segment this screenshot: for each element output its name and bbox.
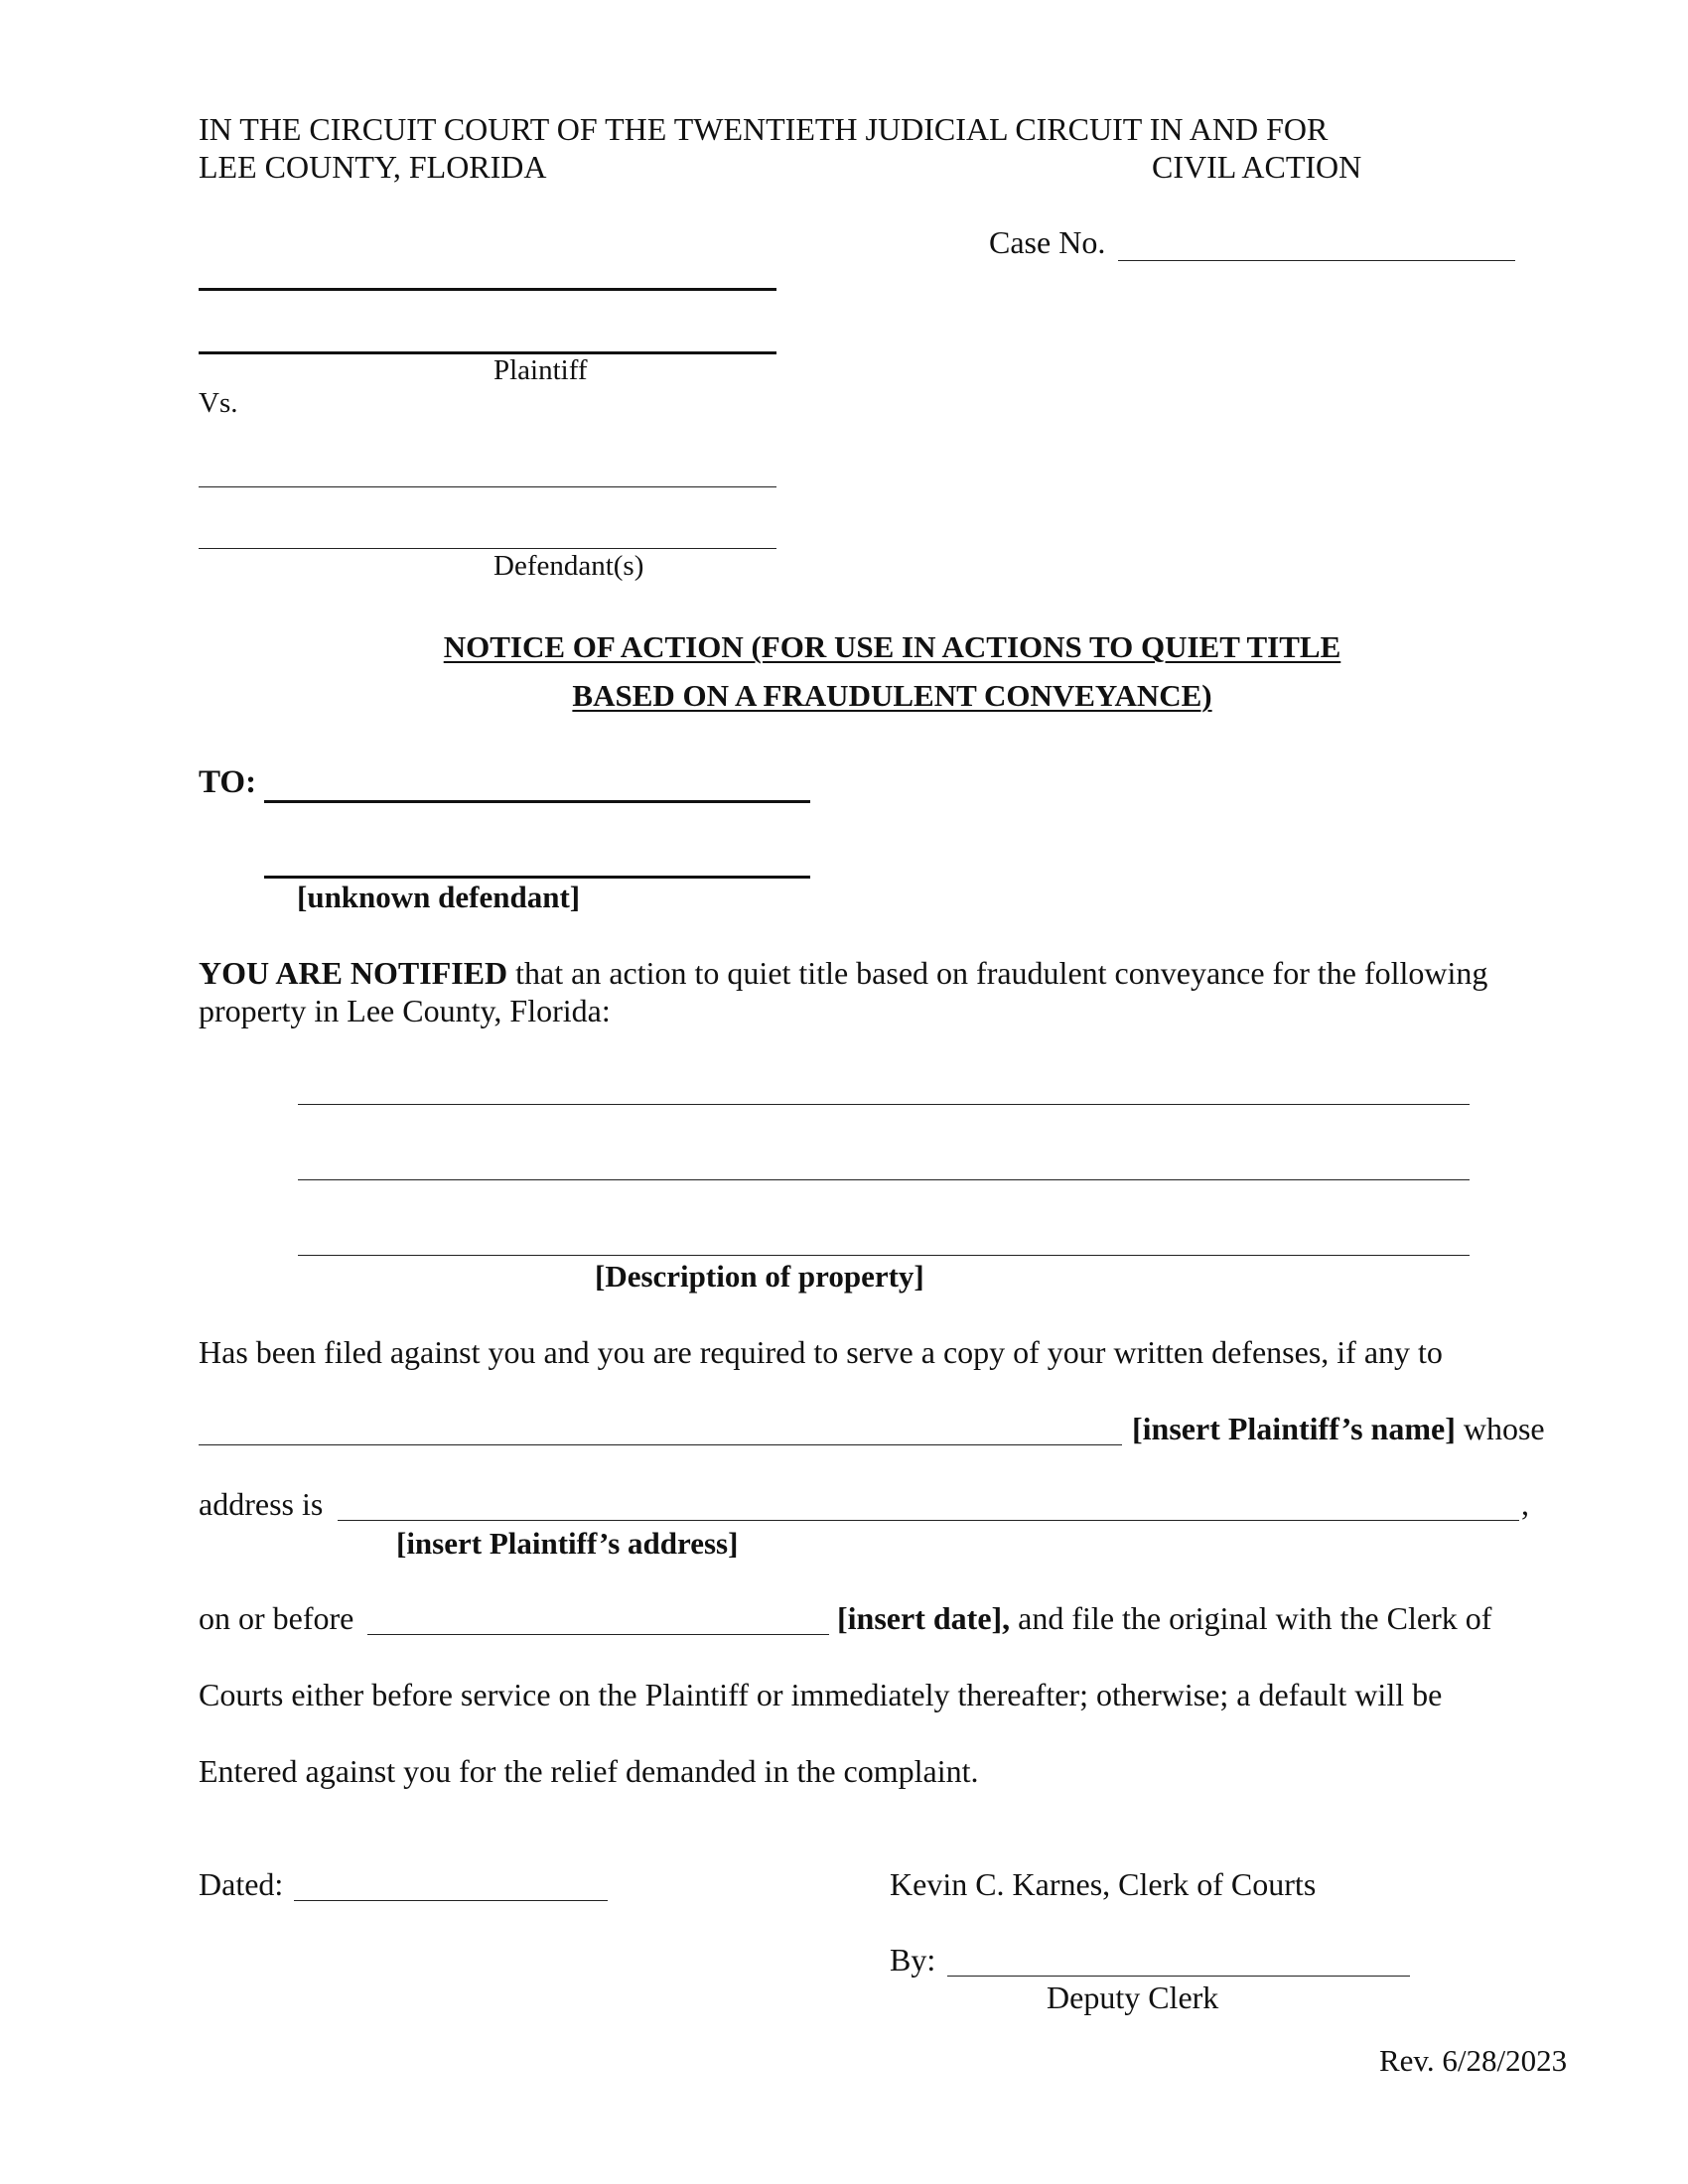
by-label: By: [890,1942,936,1978]
defendant-label: Defendant(s) [493,550,644,582]
deputy-signature-field[interactable] [947,1976,1410,1977]
on-or-before-label: on or before [199,1600,354,1636]
dated-field[interactable] [294,1900,608,1901]
plaintiff-address-label: [insert Plaintiff’s address] [396,1526,739,1561]
property-description-label: [Description of property] [595,1259,924,1294]
action-type: CIVIL ACTION [1152,149,1362,185]
dated-label: Dated: [199,1866,284,1902]
plaintiff-name-line [1132,1411,1545,1447]
plaintiff-address-field[interactable] [338,1520,1519,1521]
address-comma: , [1521,1486,1529,1522]
title-line-2: BASED ON A FRAUDULENT CONVEYANCE) [572,678,1212,713]
title-line-1: NOTICE OF ACTION (FOR USE IN ACTIONS TO QUIET TITLE [443,629,1341,664]
revision-date: Rev. 6/28/2023 [1379,2043,1568,2078]
defendant-line-2[interactable] [199,548,776,549]
case-no-label: Case No. [989,224,1106,260]
plaintiff-name-field[interactable] [199,1444,1122,1445]
court-line: IN THE CIRCUIT COURT OF THE TWENTIETH JUDICIAL CIRCUIT IN AND FOR [199,111,1329,147]
notified-bold: YOU ARE NOTIFIED [199,955,508,991]
courts-line: Courts either before service on the Plaintiff or immediately thereafter; otherwise; a default will be [199,1677,1443,1712]
case-no-field[interactable] [1118,260,1515,261]
notified-paragraph-line-2: property in Lee County, Florida: [199,993,611,1028]
insert-date-label: [insert date], [837,1600,1011,1636]
file-original-text: and file the original with the Clerk of [1010,1600,1492,1636]
vs-label: Vs. [199,387,238,419]
to-line-2[interactable] [264,876,810,879]
deputy-clerk-label: Deputy Clerk [1047,1979,1219,2015]
whose-text: whose [1455,1411,1545,1446]
defendant-line-1[interactable] [199,486,776,487]
notified-rest: that an action to quiet title based on fraudulent conveyance for the following [507,955,1488,991]
property-line-2[interactable] [298,1179,1470,1180]
to-line-1[interactable] [264,800,810,803]
county-line: LEE COUNTY, FLORIDA [199,149,547,185]
notified-paragraph-line-1 [199,955,1487,992]
plaintiff-name-label: [insert Plaintiff’s name] [1132,1411,1456,1446]
unknown-defendant-label: [unknown defendant] [297,880,581,914]
served-line: Has been filed against you and you are required to serve a copy of your written defenses, if any to [199,1334,1443,1370]
to-label: TO: [199,764,257,800]
property-line-1[interactable] [298,1104,1470,1105]
property-line-3[interactable] [298,1255,1470,1256]
plaintiff-line-1[interactable] [199,288,776,291]
address-is-label: address is [199,1486,324,1522]
insert-date-line [837,1600,1491,1637]
plaintiff-label: Plaintiff [493,354,588,386]
clerk-name: Kevin C. Karnes, Clerk of Courts [890,1866,1317,1902]
entered-line: Entered against you for the relief demanded in the complaint. [199,1753,979,1789]
insert-date-field[interactable] [367,1634,829,1635]
plaintiff-line-2[interactable] [199,351,776,354]
